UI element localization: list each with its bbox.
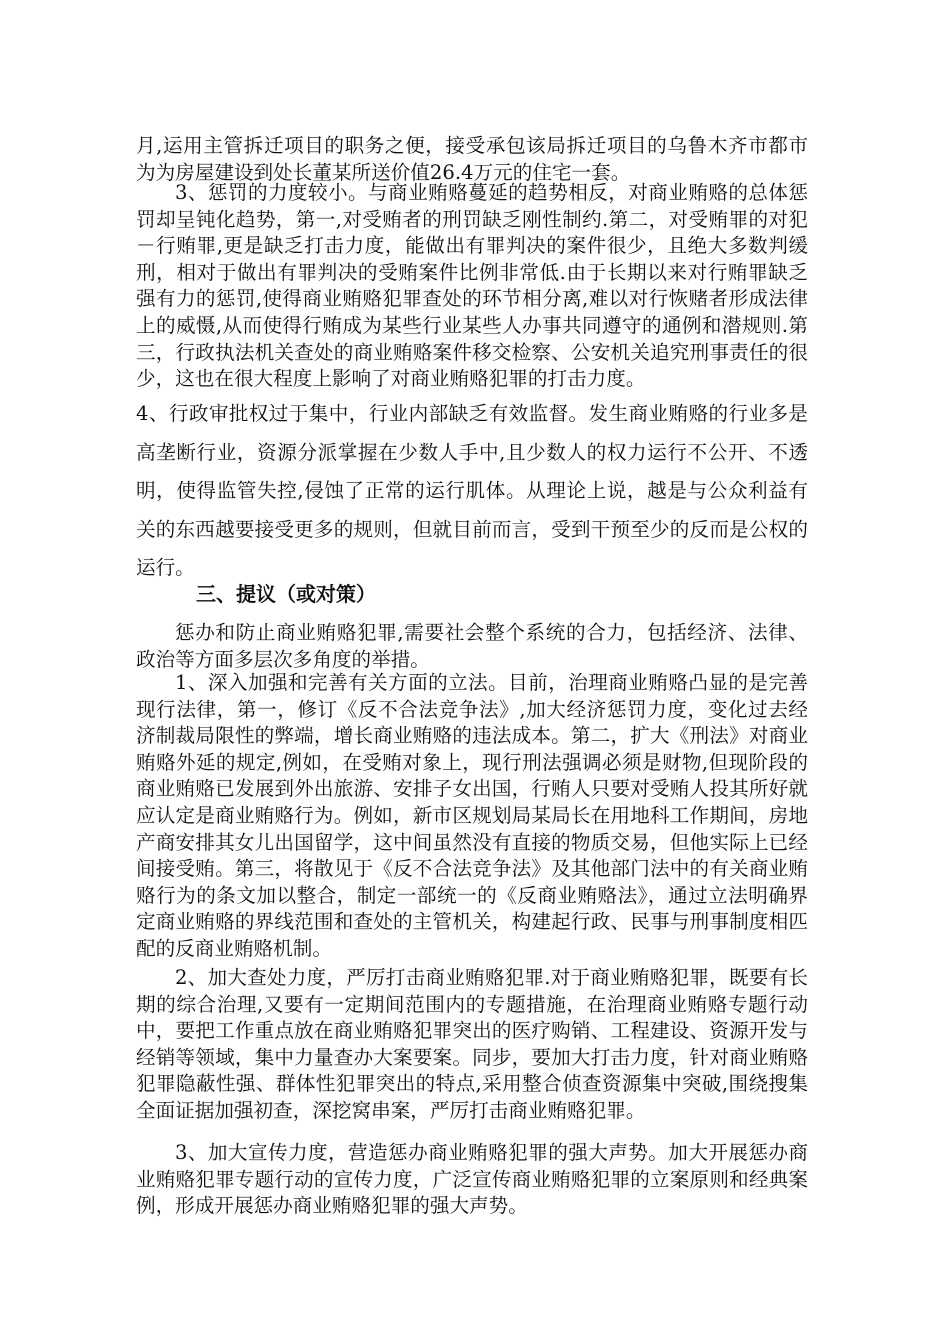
section-heading-suggestions: 三、提议（或对策） [196, 582, 376, 606]
paragraph-suggestion-1-legislation: 1、深入加强和完善有关方面的立法。目前，治理商业贿赂凸显的是完善现行法律，第一，修订《反不合法竞争法》,加大经济惩罚力度，变化过去经济制裁局限性的弊端，增长商业贿赂的违法成本。第二，扩大《刑法》对商业贿赂外延的规定,例如，在受贿对象上，现行刑法强调必须是财物,但现阶段的商业贿赂已发展到外出旅游、安排子女出国，行贿人只要对受贿人投其所好就应认定是商业贿赂行为。例如，新市区规划局某局长在用地科工作期间，房地产商安排其女儿出国留学，这中间虽然没有直接的物质交易，但他实际上已经间接受贿。第三，将散见于《反不合法竞争法》及其他部门法中的有关商业贿赂行为的条文加以整合，制定一部统一的《反商业贿赂法》，通过立法明确界定商业贿赂的界线范围和查处的主管机关，构建起行政、民事与刑事制度相匹配的反商业贿赂机制。 [136, 671, 808, 960]
paragraph-point-3-punishment: 3、惩罚的力度较小。与商业贿赂蔓延的趋势相反，对商业贿赂的总体惩罚却呈钝化趋势，第一,对受贿者的刑罚缺乏刚性制约.第二，对受贿罪的对犯－行贿罪,更是缺乏打击力度，能做出有罪判决的案件很少，且绝大多数判缓刑，相对于做出有罪判决的受贿案件比例非常低.由于长期以来对行贿罪缺乏强有力的惩罚,使得商业贿赂犯罪查处的环节相分离,难以对行恢赌者形成法律上的威慑,从而使得行贿成为某些行业某些人办事共同遵守的通例和潜规则.第三，行政执法机关查处的商业贿赂案件移交检察、公安机关追究刑事责任的很少，这也在很大程度上影响了对商业贿赂犯罪的打击力度。 [136, 181, 808, 391]
paragraph-suggestion-2-enforcement: 2、加大查处力度，严厉打击商业贿赂犯罪.对于商业贿赂犯罪，既要有长期的综合治理,又要有一定期间范围内的专题措施，在治理商业贿赂专题行动中，要把工作重点放在商业贿赂犯罪突出的医疗购销、工程建设、资源开发与经销等领域，集中力量查办大案要案。同步，要加大打击力度，针对商业贿赂犯罪隐蔽性强、群体性犯罪突出的特点,采用整合侦查资源集中突破,围绕搜集全面证据加强初查，深挖窝串案，严厉打击商业贿赂犯罪。 [136, 966, 808, 1122]
paragraph-suggestion-3-publicity: 3、加大宣传力度，营造惩办商业贿赂犯罪的强大声势。加大开展惩办商业贿赂犯罪专题行动的宣传力度，广泛宣传商业贿赂犯罪的立案原则和经典案例，形成开展惩办商业贿赂犯罪的强大声势。 [136, 1141, 808, 1218]
paragraph-lead-in: 惩办和防止商业贿赂犯罪,需要社会整个系统的合力，包括经济、法律、政治等方面多层次多角度的举措。 [136, 621, 808, 671]
paragraph-intro-continuation: 月,运用主管拆迁项目的职务之便，接受承包该局拆迁项目的乌鲁木齐市都市为为房屋建设到处长董某所送价值26.4万元的住宅一套。 [136, 134, 808, 184]
paragraph-point-4-approval-power: 4、行政审批权过于集中，行业内部缺乏有效监督。发生商业贿赂的行业多是高垄断行业，资源分派掌握在少数人手中,且少数人的权力运行不公开、不透明，使得监管失控,侵蚀了正常的运行肌体。从理论上说，越是与公众利益有关的东西越要接受更多的规则，但就目前而言，受到干预至少的反而是公权的运行。 [136, 402, 808, 579]
